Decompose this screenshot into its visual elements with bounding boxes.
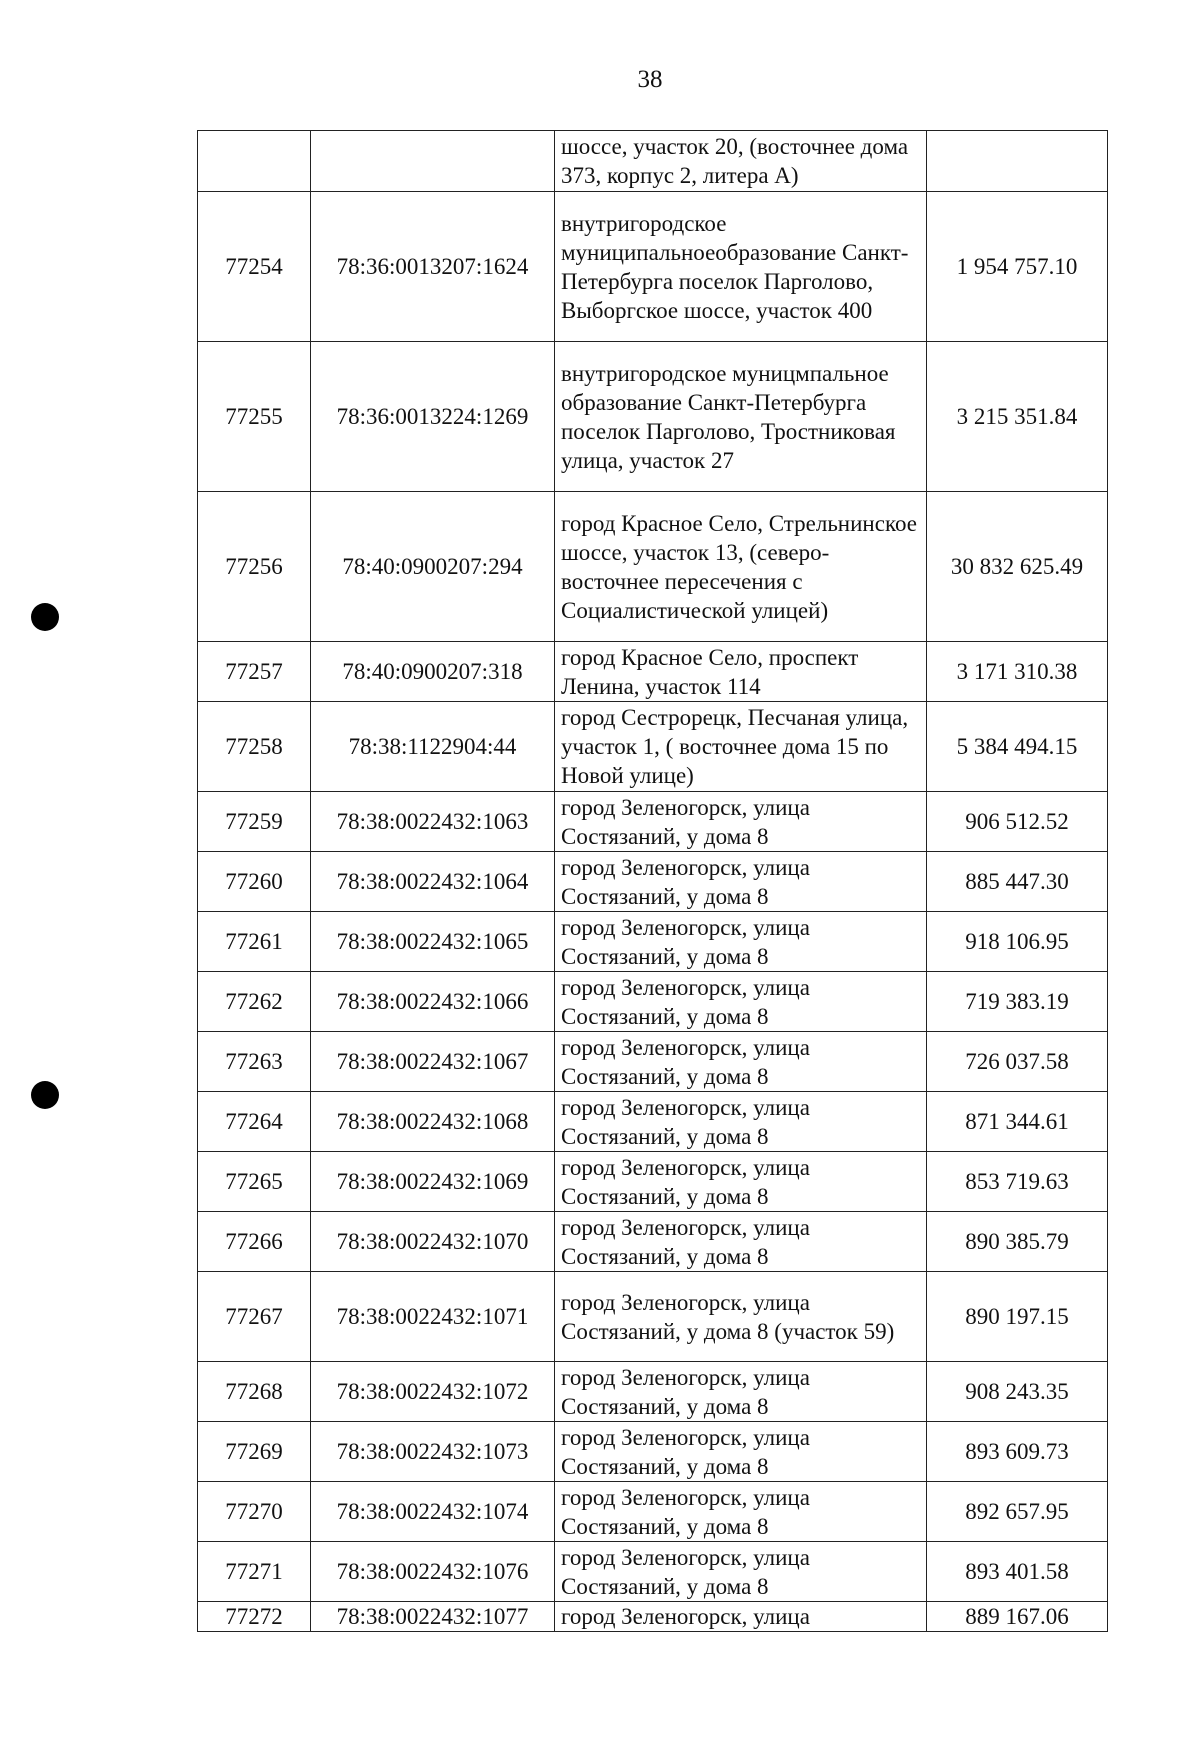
land-plot-table [197, 130, 1108, 1632]
table-row [198, 131, 1108, 192]
cadastral-value-cell: 726 037.58 [927, 1032, 1108, 1092]
table-row [198, 1542, 1108, 1602]
cadastral-value-cell: 893 401.58 [927, 1542, 1108, 1602]
cadastral-value-cell: 871 344.61 [927, 1092, 1108, 1152]
row-number-cell: 77266 [198, 1212, 311, 1272]
cadastral-number-cell: 78:38:0022432:1076 [311, 1542, 555, 1602]
row-number-cell: 77263 [198, 1032, 311, 1092]
table-body [198, 131, 1108, 1632]
cadastral-value-cell: 890 385.79 [927, 1212, 1108, 1272]
table-row [198, 342, 1108, 492]
address-cell: город Зеленогорск, улица [555, 1602, 927, 1632]
table-row [198, 972, 1108, 1032]
row-number-cell: 77260 [198, 852, 311, 912]
table-row [198, 702, 1108, 792]
row-number-cell: 77254 [198, 192, 311, 342]
row-number-cell: 77256 [198, 492, 311, 642]
row-number-cell: 77270 [198, 1482, 311, 1542]
table-row [198, 1152, 1108, 1212]
cadastral-value-cell: 892 657.95 [927, 1482, 1108, 1542]
table-row [198, 492, 1108, 642]
row-number-cell [198, 131, 311, 192]
binder-hole-top [31, 603, 59, 631]
cadastral-number-cell: 78:38:0022432:1071 [311, 1272, 555, 1362]
row-number-cell: 77268 [198, 1362, 311, 1422]
cadastral-number-cell: 78:36:0013207:1624 [311, 192, 555, 342]
cadastral-number-cell: 78:38:0022432:1064 [311, 852, 555, 912]
table-row [198, 792, 1108, 852]
address-cell: город Зеленогорск, улица Состязаний, у дома 8 [555, 1032, 927, 1092]
table-row [198, 1362, 1108, 1422]
address-cell: город Зеленогорск, улица Состязаний, у дома 8 [555, 1362, 927, 1422]
cadastral-number-cell: 78:38:0022432:1077 [311, 1602, 555, 1632]
row-number-cell: 77257 [198, 642, 311, 702]
row-number-cell: 77269 [198, 1422, 311, 1482]
cadastral-value-cell: 889 167.06 [927, 1602, 1108, 1632]
address-cell: город Красное Село, Стрельнинское шоссе, участок 13, (северо-восточнее пересечения с Социалистической улицей) [555, 492, 927, 642]
row-number-cell: 77267 [198, 1272, 311, 1362]
cadastral-value-cell: 885 447.30 [927, 852, 1108, 912]
cadastral-number-cell: 78:38:0022432:1073 [311, 1422, 555, 1482]
address-cell: город Зеленогорск, улица Состязаний, у дома 8 [555, 852, 927, 912]
cadastral-number-cell: 78:38:0022432:1063 [311, 792, 555, 852]
cadastral-value-cell: 918 106.95 [927, 912, 1108, 972]
cadastral-value-cell: 30 832 625.49 [927, 492, 1108, 642]
binder-hole-bottom [31, 1081, 59, 1109]
cadastral-value-cell [927, 131, 1108, 192]
table-row [198, 1422, 1108, 1482]
address-cell: город Зеленогорск, улица Состязаний, у дома 8 [555, 1212, 927, 1272]
address-cell: город Сестрорецк, Песчаная улица, участок 1, ( восточнее дома 15 по Новой улице) [555, 702, 927, 792]
row-number-cell: 77259 [198, 792, 311, 852]
cadastral-number-cell: 78:38:0022432:1068 [311, 1092, 555, 1152]
cadastral-value-cell: 3 215 351.84 [927, 342, 1108, 492]
page-number: 38 [637, 66, 663, 93]
cadastral-number-cell [311, 131, 555, 192]
cadastral-value-cell: 3 171 310.38 [927, 642, 1108, 702]
row-number-cell: 77255 [198, 342, 311, 492]
row-number-cell: 77265 [198, 1152, 311, 1212]
table-row [198, 1212, 1108, 1272]
cadastral-number-cell: 78:36:0013224:1269 [311, 342, 555, 492]
table-row [198, 192, 1108, 342]
address-cell: город Красное Село, проспект Ленина, участок 114 [555, 642, 927, 702]
cadastral-number-cell: 78:38:0022432:1069 [311, 1152, 555, 1212]
address-cell: город Зеленогорск, улица Состязаний, у дома 8 (участок 59) [555, 1272, 927, 1362]
address-cell: внутригородское муниципальноеобразование Санкт-Петербурга поселок Парголово, Выборгское шоссе, участок 400 [555, 192, 927, 342]
table-row [198, 1272, 1108, 1362]
address-cell: внутригородское муницмпальное образование Санкт-Петербурга поселок Парголово, Тростниковая улица, участок 27 [555, 342, 927, 492]
address-cell: город Зеленогорск, улица Состязаний, у дома 8 [555, 1152, 927, 1212]
address-cell: город Зеленогорск, улица Состязаний, у дома 8 [555, 912, 927, 972]
row-number-cell: 77258 [198, 702, 311, 792]
cadastral-number-cell: 78:40:0900207:294 [311, 492, 555, 642]
cadastral-number-cell: 78:38:1122904:44 [311, 702, 555, 792]
table-row [198, 1482, 1108, 1542]
table-row [198, 1092, 1108, 1152]
cadastral-value-cell: 890 197.15 [927, 1272, 1108, 1362]
row-number-cell: 77272 [198, 1602, 311, 1632]
cadastral-number-cell: 78:38:0022432:1067 [311, 1032, 555, 1092]
cadastral-value-cell: 5 384 494.15 [927, 702, 1108, 792]
cadastral-value-cell: 908 243.35 [927, 1362, 1108, 1422]
cadastral-value-cell: 853 719.63 [927, 1152, 1108, 1212]
cadastral-value-cell: 719 383.19 [927, 972, 1108, 1032]
address-cell: шоссе, участок 20, (восточнее дома 373, корпус 2, литера А) [555, 131, 927, 192]
address-cell: город Зеленогорск, улица Состязаний, у дома 8 [555, 792, 927, 852]
table-row [198, 912, 1108, 972]
row-number-cell: 77264 [198, 1092, 311, 1152]
cadastral-value-cell: 893 609.73 [927, 1422, 1108, 1482]
table-row [198, 1032, 1108, 1092]
cadastral-value-cell: 906 512.52 [927, 792, 1108, 852]
row-number-cell: 77262 [198, 972, 311, 1032]
table-row [198, 852, 1108, 912]
cadastral-number-cell: 78:38:0022432:1074 [311, 1482, 555, 1542]
address-cell: город Зеленогорск, улица Состязаний, у дома 8 [555, 972, 927, 1032]
cadastral-value-cell: 1 954 757.10 [927, 192, 1108, 342]
cadastral-number-cell: 78:38:0022432:1066 [311, 972, 555, 1032]
table-row [198, 1602, 1108, 1632]
cadastral-number-cell: 78:38:0022432:1072 [311, 1362, 555, 1422]
row-number-cell: 77261 [198, 912, 311, 972]
table-row [198, 642, 1108, 702]
address-cell: город Зеленогорск, улица Состязаний, у дома 8 [555, 1422, 927, 1482]
cadastral-number-cell: 78:38:0022432:1065 [311, 912, 555, 972]
address-cell: город Зеленогорск, улица Состязаний, у дома 8 [555, 1542, 927, 1602]
cadastral-number-cell: 78:38:0022432:1070 [311, 1212, 555, 1272]
row-number-cell: 77271 [198, 1542, 311, 1602]
address-cell: город Зеленогорск, улица Состязаний, у дома 8 [555, 1482, 927, 1542]
cadastral-number-cell: 78:40:0900207:318 [311, 642, 555, 702]
address-cell: город Зеленогорск, улица Состязаний, у дома 8 [555, 1092, 927, 1152]
